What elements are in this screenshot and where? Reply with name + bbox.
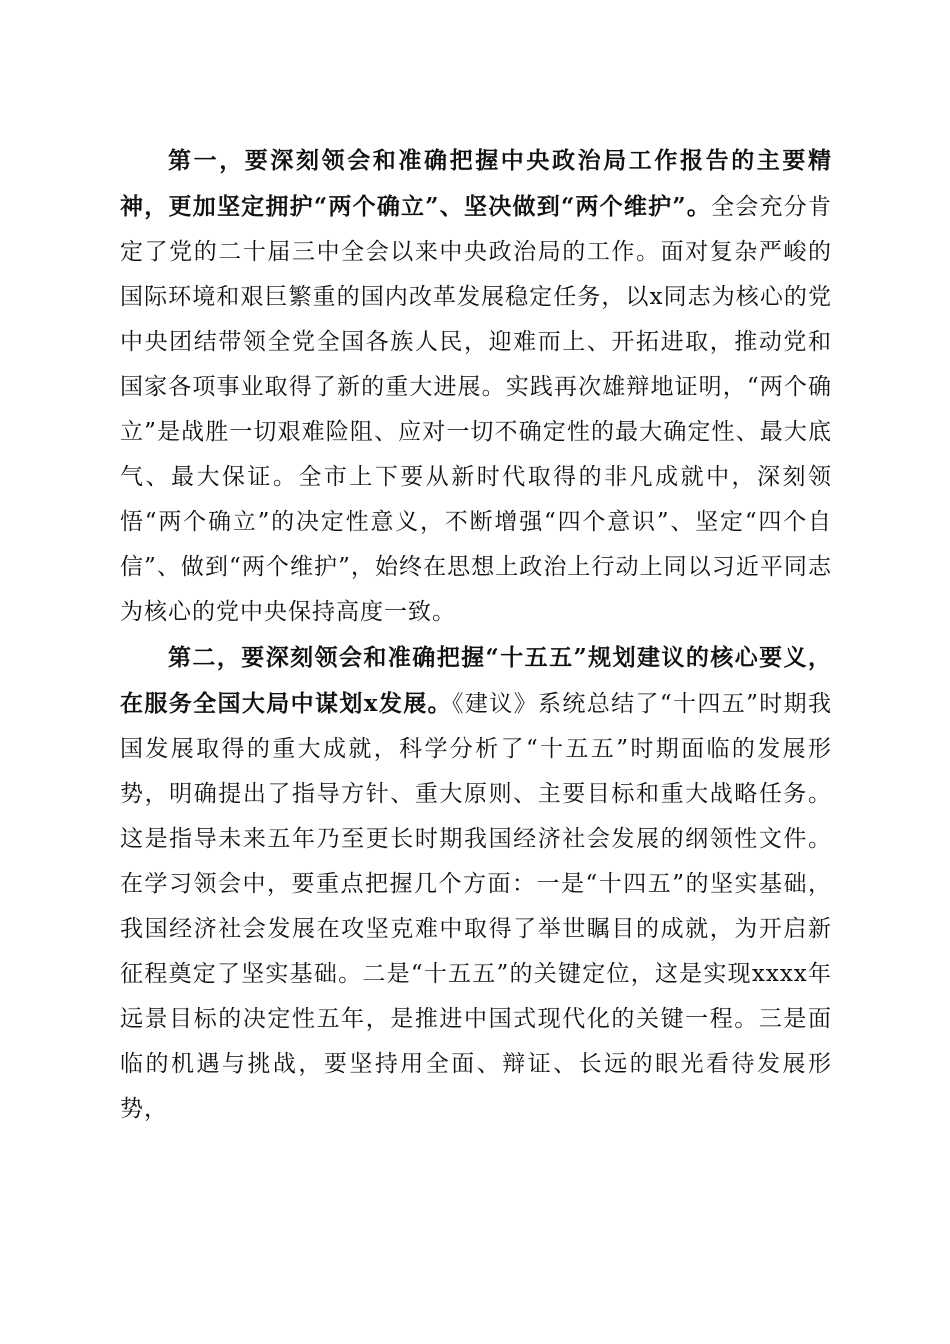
- paragraph-first-body: 全会充分肯定了党的二十届三中全会以来中央政治局的工作。面对复杂严峻的国际环境和艰巨繁重的国内改革发展稳定任务，以x同志为核心的党中央团结带领全党全国各族人民，迎难而上、开拓进取，推动党和国家各项事业取得了新的重大进展。实践再次雄辩地证明，“两个确立”是战胜一切艰难险阻、应对一切不确定性的最大确定性、最大底气、最大保证。全市上下要从新时代取得的非凡成就中，深刻领悟“两个确立”的决定性意义，不断增强“四个意识”、坚定“四个自信”、做到“两个维护”，始终在思想上政治上行动上同以习近平同志为核心的党中央保持高度一致。: [120, 194, 833, 625]
- document-body: [120, 138, 832, 1132]
- paragraph-second: [120, 635, 832, 1132]
- paragraph-second-lead: 第二，要深刻领会和准确把握“十五五”规划建议的核心要义，在服务全国大局中谋划x发展。: [120, 644, 832, 717]
- paragraph-second-body: 《建议》系统总结了“十四五”时期我国发展取得的重大成就，科学分析了“十五五”时期面临的发展形势，明确提出了指导方针、重大原则、主要目标和重大战略任务。这是指导未来五年乃至更长时期我国经济社会发展的纲领性文件。在学习领会中，要重点把握几个方面：一是“十四五”的坚实基础，我国经济社会发展在攻坚克难中取得了举世瞩目的成就，为开启新征程奠定了坚实基础。二是“十五五”的关键定位，这是实现xxxx年远景目标的决定性五年，是推进中国式现代化的关键一程。三是面临的机遇与挑战，要坚持用全面、辩证、长远的眼光看待发展形势，: [120, 691, 832, 1122]
- paragraph-first: [120, 138, 832, 635]
- paragraph-first-lead: 第一，要深刻领会和准确把握中央政治局工作报告的主要精神，更加坚定拥护“两个确立”、坚决做到“两个维护”。: [120, 147, 832, 220]
